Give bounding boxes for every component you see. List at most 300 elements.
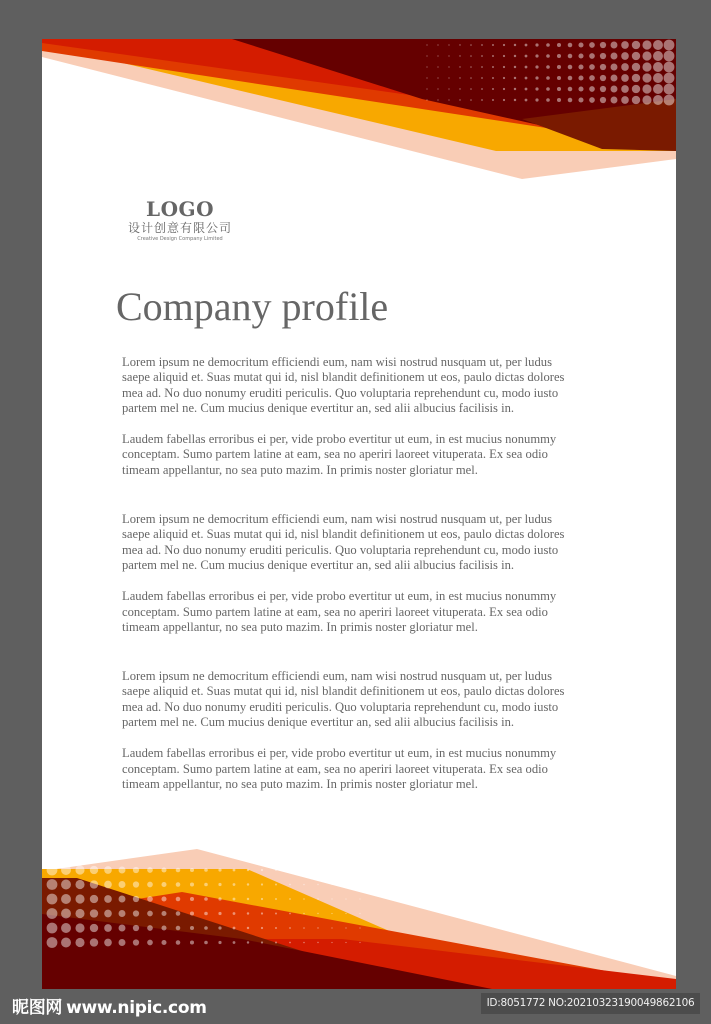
halftone-dot xyxy=(578,53,583,58)
logo-mark: LOGO xyxy=(146,197,214,221)
halftone-dot xyxy=(317,898,318,899)
body-text-line: Lorem ipsum ne democritum efficiendi eum, nam wisi nostrud nusquam ut, per ludus xyxy=(122,355,552,369)
halftone-dot xyxy=(535,87,538,90)
halftone-dot xyxy=(437,44,438,45)
halftone-dot xyxy=(448,99,449,100)
halftone-dot xyxy=(61,880,71,890)
halftone-dot xyxy=(514,77,516,79)
halftone-dot xyxy=(448,44,449,45)
halftone-dot xyxy=(218,868,221,871)
halftone-dot xyxy=(600,75,606,81)
halftone-dot xyxy=(642,62,651,71)
halftone-dot xyxy=(275,942,277,944)
halftone-dot xyxy=(589,86,595,92)
watermark-id: ID:8051772 NO:20210323190049862106 xyxy=(481,993,700,1014)
halftone-dot xyxy=(204,926,208,930)
halftone-dot xyxy=(437,55,438,56)
halftone-dot xyxy=(147,911,153,917)
halftone-dot xyxy=(437,88,438,89)
halftone-dot xyxy=(568,54,573,59)
halftone-dot xyxy=(176,882,181,887)
halftone-dot xyxy=(90,924,98,932)
halftone-dot xyxy=(261,927,263,929)
top-decoration xyxy=(42,39,676,184)
halftone-dot xyxy=(331,942,332,943)
body-text-line: mea ad. No duo nonumy eruditi periculis. Quo voluptaria reprehendunt cu, modo iusto xyxy=(122,385,559,400)
halftone-dot xyxy=(104,866,112,874)
halftone-dot xyxy=(190,940,194,944)
halftone-dot xyxy=(503,66,505,68)
halftone-dot xyxy=(119,896,126,903)
halftone-dot xyxy=(275,927,277,929)
halftone-dot xyxy=(247,941,249,943)
halftone-dot xyxy=(459,66,460,67)
document-body xyxy=(122,355,612,792)
body-text-line: partem mel ne. Cum mucius denique evertitur an, sed alii albucius facilisis in. xyxy=(122,557,515,572)
halftone-dot xyxy=(470,66,472,68)
halftone-dot xyxy=(492,77,494,79)
body-text-line: mea ad. No duo nonumy eruditi periculis. Quo voluptaria reprehendunt cu, modo iusto xyxy=(122,699,559,714)
halftone-dot xyxy=(317,942,318,943)
halftone-dot xyxy=(317,869,318,870)
halftone-dot xyxy=(345,913,346,914)
halftone-dot xyxy=(481,99,483,101)
halftone-dot xyxy=(317,884,318,885)
company-name-en: Creative Design Company Limited xyxy=(137,236,223,242)
halftone-dot xyxy=(331,927,332,928)
halftone-dot xyxy=(664,84,675,95)
watermark-site-cn: 昵图网 xyxy=(12,998,63,1018)
halftone-dot xyxy=(653,51,663,61)
halftone-dot xyxy=(481,44,483,46)
halftone-dot xyxy=(481,55,483,57)
halftone-dot xyxy=(218,883,221,886)
halftone-dot xyxy=(503,44,505,46)
halftone-dot xyxy=(275,869,277,871)
halftone-dot xyxy=(589,97,595,103)
halftone-dot xyxy=(653,62,663,72)
halftone-dot xyxy=(161,925,166,930)
halftone-dot xyxy=(289,869,291,871)
halftone-dot xyxy=(459,88,460,89)
halftone-dot xyxy=(589,75,595,81)
halftone-dot xyxy=(345,869,346,870)
halftone-dot xyxy=(90,895,98,903)
halftone-dot xyxy=(546,87,550,91)
halftone-dot xyxy=(448,88,449,89)
halftone-dot xyxy=(47,923,58,934)
halftone-dot xyxy=(61,865,71,875)
halftone-dot xyxy=(218,941,221,944)
halftone-dot xyxy=(90,909,98,917)
halftone-dot xyxy=(546,65,550,69)
halftone-dot xyxy=(578,97,583,102)
halftone-dot xyxy=(600,42,606,48)
halftone-dot xyxy=(642,95,651,104)
paragraph-spacer xyxy=(122,730,612,746)
halftone-dot xyxy=(470,55,472,57)
halftone-dot xyxy=(47,908,58,919)
halftone-dot xyxy=(535,54,538,57)
body-text-line: conceptam. Sumo partem latine at eam, sea no aperiri laoreet vituperata. Ex sea odio xyxy=(122,761,548,776)
page-title: Company profile xyxy=(116,284,389,329)
halftone-dot xyxy=(653,40,663,50)
halftone-dot xyxy=(331,869,332,870)
halftone-dot xyxy=(470,88,472,90)
halftone-dot xyxy=(546,76,550,80)
halftone-dot xyxy=(664,95,675,106)
halftone-dot xyxy=(218,912,221,915)
halftone-dot xyxy=(514,99,516,101)
body-text-line: Laudem fabellas erroribus ei per, vide probo evertitur ut eum, in est mucius nonummy xyxy=(122,432,557,447)
halftone-dot xyxy=(204,868,208,872)
halftone-dot xyxy=(481,88,483,90)
halftone-dot xyxy=(133,867,139,873)
halftone-dot xyxy=(426,55,427,56)
halftone-dot xyxy=(589,64,595,70)
halftone-dot xyxy=(204,897,208,901)
halftone-dot xyxy=(133,939,139,945)
halftone-dot xyxy=(611,53,618,60)
halftone-dot xyxy=(642,40,651,49)
halftone-dot xyxy=(546,98,550,102)
paragraph-spacer xyxy=(122,416,612,432)
halftone-dot xyxy=(289,927,291,929)
halftone-dot xyxy=(233,912,236,915)
halftone-dot xyxy=(621,63,629,71)
halftone-dot xyxy=(247,869,249,871)
halftone-dot xyxy=(459,99,460,100)
halftone-dot xyxy=(176,926,181,931)
halftone-dot xyxy=(578,42,583,47)
halftone-dot xyxy=(161,911,166,916)
body-text-line: timeam appellantur, no sea puto mazim. In primis noster gloriatur mel. xyxy=(122,619,478,634)
halftone-dot xyxy=(317,913,318,914)
halftone-dot xyxy=(104,881,112,889)
halftone-dot xyxy=(664,40,675,51)
halftone-dot xyxy=(233,869,236,872)
halftone-dot xyxy=(448,55,449,56)
halftone-dot xyxy=(147,940,153,946)
halftone-dot xyxy=(90,866,98,874)
halftone-dot xyxy=(331,913,332,914)
halftone-dot xyxy=(621,52,629,60)
halftone-dot xyxy=(289,942,291,944)
halftone-dot xyxy=(578,86,583,91)
halftone-dot xyxy=(204,883,208,887)
halftone-dot xyxy=(47,937,58,948)
halftone-dot xyxy=(303,927,305,929)
company-logo xyxy=(118,197,242,243)
halftone-dot xyxy=(289,913,291,915)
halftone-dot xyxy=(147,925,153,931)
bottom-decoration xyxy=(42,844,676,989)
halftone-dot xyxy=(359,869,360,870)
letterhead-page xyxy=(42,39,676,989)
halftone-dot xyxy=(176,911,181,916)
halftone-dot xyxy=(459,44,460,45)
body-text-line: saepe aliquid et. Suas mutat qui id, nisl blandit definitionem ut eos, paulo dictas dolores xyxy=(122,684,565,699)
halftone-dot xyxy=(261,898,263,900)
halftone-dot xyxy=(481,66,483,68)
halftone-dot xyxy=(664,51,675,62)
halftone-dot xyxy=(426,66,427,67)
halftone-dot xyxy=(359,927,360,928)
halftone-dot xyxy=(653,84,663,94)
company-name-cn: 设计创意有限公司 xyxy=(127,221,232,235)
halftone-dot xyxy=(664,73,675,84)
halftone-dot xyxy=(119,867,126,874)
halftone-dot xyxy=(303,898,305,900)
halftone-dot xyxy=(611,97,618,104)
halftone-dot xyxy=(147,896,153,902)
halftone-dot xyxy=(218,897,221,900)
halftone-dot xyxy=(289,898,291,900)
halftone-dot xyxy=(275,913,277,915)
halftone-dot xyxy=(133,896,139,902)
halftone-dot xyxy=(261,912,263,914)
halftone-dot xyxy=(525,44,528,47)
halftone-dot xyxy=(317,927,318,928)
halftone-dot xyxy=(289,884,291,886)
halftone-dot xyxy=(104,910,112,918)
halftone-dot xyxy=(568,87,573,92)
halftone-dot xyxy=(459,77,460,78)
halftone-dot xyxy=(642,73,651,82)
halftone-dot xyxy=(190,911,194,915)
halftone-dot xyxy=(331,898,332,899)
halftone-dot xyxy=(525,99,528,102)
halftone-dot xyxy=(161,882,166,887)
halftone-dot xyxy=(492,66,494,68)
halftone-dot xyxy=(525,55,528,58)
halftone-dot xyxy=(632,74,640,82)
halftone-dot xyxy=(437,99,438,100)
halftone-dot xyxy=(303,913,305,915)
halftone-dot xyxy=(525,77,528,80)
halftone-dot xyxy=(546,54,550,58)
halftone-dot xyxy=(514,44,516,46)
halftone-dot xyxy=(600,97,606,103)
halftone-dot xyxy=(426,44,427,45)
body-text-line: Lorem ipsum ne democritum efficiendi eum, nam wisi nostrud nusquam ut, per ludus xyxy=(122,669,552,684)
halftone-dot xyxy=(190,868,194,872)
halftone-dot xyxy=(90,880,98,888)
halftone-dot xyxy=(503,77,505,79)
halftone-dot xyxy=(535,65,538,68)
halftone-dot xyxy=(75,894,84,903)
halftone-dot xyxy=(61,909,71,919)
halftone-dot xyxy=(525,88,528,91)
halftone-dot xyxy=(218,926,221,929)
halftone-dot xyxy=(133,881,139,887)
halftone-dot xyxy=(233,941,236,944)
halftone-dot xyxy=(600,53,606,59)
halftone-dot xyxy=(568,98,573,103)
halftone-dot xyxy=(632,52,640,60)
halftone-dot xyxy=(459,55,460,56)
halftone-dot xyxy=(47,894,58,905)
halftone-dot xyxy=(557,76,561,80)
halftone-dot xyxy=(61,938,71,948)
halftone-dot xyxy=(133,910,139,916)
watermark-site xyxy=(12,993,207,1018)
halftone-dot xyxy=(261,869,263,871)
halftone-dot xyxy=(161,867,166,872)
halftone-dot xyxy=(119,939,126,946)
body-text-line: mea ad. No duo nonumy eruditi periculis. Quo voluptaria reprehendunt cu, modo iusto xyxy=(122,542,559,557)
halftone-dot xyxy=(359,884,360,885)
halftone-dot xyxy=(557,65,561,69)
halftone-dot xyxy=(303,869,305,871)
halftone-dot xyxy=(632,96,640,104)
halftone-dot xyxy=(359,942,360,943)
halftone-dot xyxy=(233,883,236,886)
halftone-dot xyxy=(176,897,181,902)
halftone-dot xyxy=(621,85,629,93)
halftone-dot xyxy=(90,938,98,946)
body-text-line: timeam appellantur, no sea puto mazim. In primis noster gloriatur mel. xyxy=(122,776,478,791)
paragraph-spacer xyxy=(122,573,612,589)
halftone-dot xyxy=(514,55,516,57)
halftone-dot xyxy=(632,63,640,71)
halftone-dot xyxy=(190,926,194,930)
halftone-dot xyxy=(611,64,618,71)
body-text-line: conceptam. Sumo partem latine at eam, sea no aperiri laoreet vituperata. Ex sea odio xyxy=(122,604,548,619)
halftone-dot xyxy=(190,882,194,886)
halftone-dot xyxy=(492,88,494,90)
halftone-dot xyxy=(568,65,573,70)
halftone-dot xyxy=(303,942,305,944)
halftone-dot xyxy=(653,95,663,105)
halftone-dot xyxy=(426,77,427,78)
halftone-dot xyxy=(514,88,516,90)
halftone-dot xyxy=(525,66,528,69)
halftone-dot xyxy=(621,41,629,49)
halftone-dot xyxy=(470,44,472,46)
section-spacer xyxy=(122,635,612,669)
halftone-dot xyxy=(75,923,84,932)
halftone-dot xyxy=(261,883,263,885)
halftone-dot xyxy=(147,882,153,888)
body-text-line: Laudem fabellas erroribus ei per, vide probo evertitur ut eum, in est mucius nonummy xyxy=(122,589,557,604)
halftone-dot xyxy=(261,941,263,943)
halftone-dot xyxy=(557,98,561,102)
halftone-dot xyxy=(492,44,494,46)
section-spacer xyxy=(122,478,612,512)
halftone-dot xyxy=(448,77,449,78)
halftone-dot xyxy=(578,75,583,80)
halftone-dot xyxy=(653,73,663,83)
halftone-dot xyxy=(535,43,538,46)
halftone-dot xyxy=(190,897,194,901)
halftone-dot xyxy=(176,940,181,945)
body-text-line: conceptam. Sumo partem latine at eam, sea no aperiri laoreet vituperata. Ex sea odio xyxy=(122,447,548,462)
halftone-dot xyxy=(61,894,71,904)
halftone-dot xyxy=(535,98,538,101)
halftone-dot xyxy=(359,913,360,914)
halftone-dot xyxy=(75,938,84,947)
halftone-dot xyxy=(470,77,472,79)
halftone-dot xyxy=(492,55,494,57)
halftone-dot xyxy=(104,924,112,932)
halftone-dot xyxy=(204,941,208,945)
body-text-line: Lorem ipsum ne democritum efficiendi eum, nam wisi nostrud nusquam ut, per ludus xyxy=(122,512,552,527)
halftone-dot xyxy=(535,76,538,79)
watermark-site-url: www.nipic.com xyxy=(66,998,207,1018)
halftone-dot xyxy=(247,927,249,929)
halftone-dot xyxy=(557,87,561,91)
halftone-dot xyxy=(161,896,166,901)
halftone-dot xyxy=(437,66,438,67)
halftone-dot xyxy=(303,884,305,886)
halftone-dot xyxy=(275,884,277,886)
halftone-dot xyxy=(119,910,126,917)
body-text-line: Laudem fabellas erroribus ei per, vide probo evertitur ut eum, in est mucius nonummy xyxy=(122,746,557,761)
halftone-dot xyxy=(621,74,629,82)
halftone-dot xyxy=(119,881,126,888)
halftone-dot xyxy=(345,942,346,943)
halftone-dot xyxy=(664,62,675,73)
halftone-dot xyxy=(568,76,573,81)
halftone-dot xyxy=(233,927,236,930)
halftone-dot xyxy=(247,912,249,914)
halftone-dot xyxy=(331,884,332,885)
halftone-dot xyxy=(161,940,166,945)
halftone-dot xyxy=(642,51,651,60)
halftone-dot xyxy=(104,939,112,947)
body-text-line: saepe aliquid et. Suas mutat qui id, nisl blandit definitionem ut eos, paulo dictas dolores xyxy=(122,527,565,542)
halftone-dot xyxy=(589,42,595,48)
halftone-dot xyxy=(621,96,629,104)
halftone-dot xyxy=(359,898,360,899)
halftone-dot xyxy=(611,86,618,93)
halftone-dot xyxy=(578,64,583,69)
halftone-dot xyxy=(426,99,427,100)
halftone-dot xyxy=(589,53,595,59)
halftone-dot xyxy=(600,64,606,70)
body-text-line: partem mel ne. Cum mucius denique evertitur an, sed alii albucius facilisis in. xyxy=(122,715,515,730)
halftone-dot xyxy=(437,77,438,78)
halftone-dot xyxy=(611,75,618,82)
halftone-dot xyxy=(47,865,58,876)
halftone-dot xyxy=(176,868,181,873)
halftone-dot xyxy=(61,923,71,933)
halftone-dot xyxy=(75,865,84,874)
halftone-dot xyxy=(75,909,84,918)
halftone-dot xyxy=(503,55,505,57)
halftone-dot xyxy=(557,43,561,47)
halftone-dot xyxy=(448,66,449,67)
halftone-dot xyxy=(514,66,516,68)
body-text-line: timeam appellantur, no sea puto mazim. In primis noster gloriatur mel. xyxy=(122,462,478,477)
body-text-line: partem mel ne. Cum mucius denique evertitur an, sed alii albucius facilisis in. xyxy=(122,400,515,415)
halftone-dot xyxy=(119,925,126,932)
halftone-dot xyxy=(642,84,651,93)
halftone-dot xyxy=(568,43,573,48)
body-text-line: saepe aliquid et. Suas mutat qui id, nisl blandit definitionem ut eos, paulo dictas dolores xyxy=(122,370,565,385)
halftone-dot xyxy=(104,895,112,903)
halftone-dot xyxy=(345,898,346,899)
halftone-dot xyxy=(75,880,84,889)
halftone-dot xyxy=(481,77,483,79)
halftone-dot xyxy=(611,42,618,49)
halftone-dot xyxy=(503,99,505,101)
halftone-dot xyxy=(632,41,640,49)
halftone-dot xyxy=(247,898,249,900)
halftone-dot xyxy=(557,54,561,58)
halftone-dot xyxy=(147,867,153,873)
